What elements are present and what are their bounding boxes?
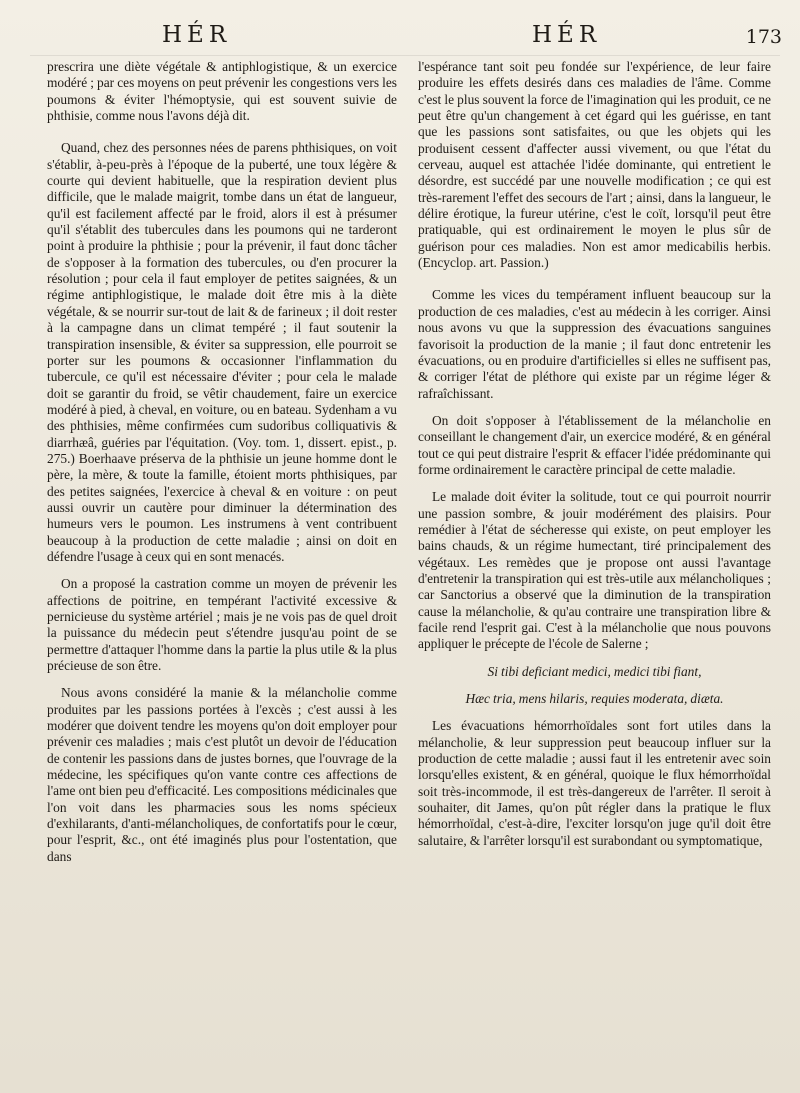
header-right-title: HÉR (532, 22, 602, 48)
paragraph: Quand, chez des personnes nées de parens phthisiques, on voit s'établir, à-peu-près à l'époque de la puberté, une toux légère & courte qui devient habituelle, que la respiration devient plus difficile, que le malade maigrit, tombe dans un état de langueur, qu'il est facilement affecté par le froid, alors il est à présumer qu'il s'établit des tubercules dans les poumons qui ne tarderont point à produire la phthisie ; pour la prévenir, il faut donc tâcher de s'opposer à la formation des tubercules, ou d'en procurer la résolution ; pour cela il faut employer de petites saignées, & un régime antiphlogistique, le malade doit être mis à la diète végétale, & se nourrir sur-tout de lait & de farineux ; il doit rester à la campagne dans un climat tempéré ; il faut soutenir la transpiration insensible, & éviter sa suppression, elle pourroit se porter sur les poumons & occasionner l'inflammation du tubercule, ce qu'il est nécessaire d'éviter ; pour cela le malade doit se garantir du froid, se vêtir chaudement, faire un exercice modéré à pied, à cheval, en voiture, ou en bateau. Sydenham a vu des phthisies, même confirmées cum sudoribus colliquativis & diarrhæâ, guéries par l'équitation. (Voy. tom. 1, dissert. epist., p. 275.) Boerhaave préserva de la phthisie un jeune homme dont le père, la mère, & toute la famille, étoient morts phthisiques, par des petites saignées, l'exercice à cheval & en voiture : on peut aussi ouvrir un cautère pour diminuer la détermination des humeurs vers le poumon. Les instrumens à vent contribuent beaucoup à la production de cette maladie ; ainsi on doit en défendre l'usage à ceux qui en sont menacés. (47, 140, 397, 564)
paragraph: prescrira une diète végétale & antiphlogistique, & un exercice modéré ; par ces moyens on peut prévenir les congestions vers les poumons & éviter l'hémoptysie, qui est souvent suivie de phthisie, comme nous l'avons déjà dit. (47, 59, 397, 124)
paragraph: Le malade doit éviter la solitude, tout ce qui pourroit nourrir une passion sombre, & jouir modérément des plaisirs. Pour remédier à l'état de sécheresse qui existe, on peut employer les bains chauds, & un régime humectant, tiré principalement des végétaux. Les remèdes que je propose ont aussi l'avantage d'entretenir la transpiration qui est très-utile aux mélancholiques ; car Sanctorius a observé que la diminution de la transpiration cause la mélancholie, & qu'au contraire une transpiration libre & facile rend l'esprit gai. C'est à la mélancholie que nous pouvons appliquer le précepte de l'école de Salerne ; (418, 489, 771, 652)
paragraph: l'espérance tant soit peu fondée sur l'expérience, de leur faire produire les effets desirés dans ces maladies de l'âme. Comme c'est le plus souvent la force de l'imagination qui les produit, ce ne peut être qu'un changement à cet égard qui les guérisse, en tant que les passions sont satisfaites, ou que les objets qui les produisent cessent d'affecter aussi vivement, ou que l'état du cerveau, auquel est attachée l'idée dominante, qui entretient le désordre, est succédé par une nouvelle modification ; ce qui est très-rarement l'effet des secours de l'art ; ainsi, dans la langueur, le délire érotique, la fureur utérine, c'est le coït, lorsqu'il peut être pratiquable, qui est ordinairement le moyen le plus sûr de guérison pour ces maladies. Non est amor medicabilis herbis. (Encyclop. art. Passion.) (418, 59, 771, 271)
verse-line: Si tibi deficiant medici, medici tibi fiant, (487, 663, 702, 679)
paragraph: Nous avons considéré la manie & la mélancholie comme produites par les passions portées à l'excès ; c'est aussi à les modérer que doivent tendre les moyens qu'on doit employer pour prévenir ces maladies ; mais c'est plutôt un devoir de l'éducation de contenir les passions dans de justes bornes, que l'ouvrage de la médecine, les spécifiques qu'on vante contre ces affections de l'ame ont bien peu d'efficacité. Les compositions médicinales que l'on voit dans les pharmacies sous les noms spécieux d'exhilarants, d'anti-mélancholiques, de confortatifs pour le cœur, pour l'esprit, &c., ont été imaginés plus pour l'ostentation, que dans (47, 685, 397, 864)
left-column (47, 59, 397, 865)
running-header (0, 22, 800, 52)
paragraph: Les évacuations hémorrhoïdales sont fort utiles dans la mélancholie, & leur suppression peut beaucoup influer sur la production de cette maladie ; aussi faut il les entretenir avec soin lorsqu'elles existent, & en général, quoique le flux hémorrhoïdal soit très-incommode, il est très-dangereux de l'arrêter. Il seroit à souhaiter, dit James, qu'on pût régler dans la pratique le flux hémorrhoïdal, c'est-à-dire, l'exciter lorsqu'on juge qu'il doit être salutaire, & l'arrêter lorsqu'il est surabondant ou symptomatique, (418, 718, 771, 848)
paragraph: On a proposé la castration comme un moyen de prévenir les affections de poitrine, en tempérant l'activité excessive & pernicieuse du système artériel ; mais je ne vois pas de quel droit la puissance du médecin peut s'étendre jusqu'au point de se permettre d'attaquer l'homme dans la partie la plus utile & la plus précieuse de son être. (47, 576, 397, 674)
paragraph: Comme les vices du tempérament influent beaucoup sur la production de ces maladies, c'est au médecin à les corriger. Ainsi nous avons vu que la suppression des évacuations sanguines favorisoit la production de la manie ; il faut donc entretenir les évacuations, ou en produire d'artificielles si elles ne suffisent pas, & corriger l'état de pléthore qui existe par un régime léger & rafraîchissant. (418, 287, 771, 401)
right-column (418, 59, 771, 849)
page-number: 173 (745, 26, 782, 48)
header-rule (30, 55, 780, 56)
verse-line: Hæc tria, mens hilaris, requies moderata, diæta. (465, 691, 724, 707)
header-left-title: HÉR (162, 22, 232, 48)
paragraph: On doit s'opposer à l'établissement de la mélancholie en conseillant le changement d'air, un exercice modéré, & en général tout ce qui peut distraire l'esprit & effacer l'idée prédominante qui forme ordinairement le caractère principal de cette maladie. (418, 412, 771, 477)
